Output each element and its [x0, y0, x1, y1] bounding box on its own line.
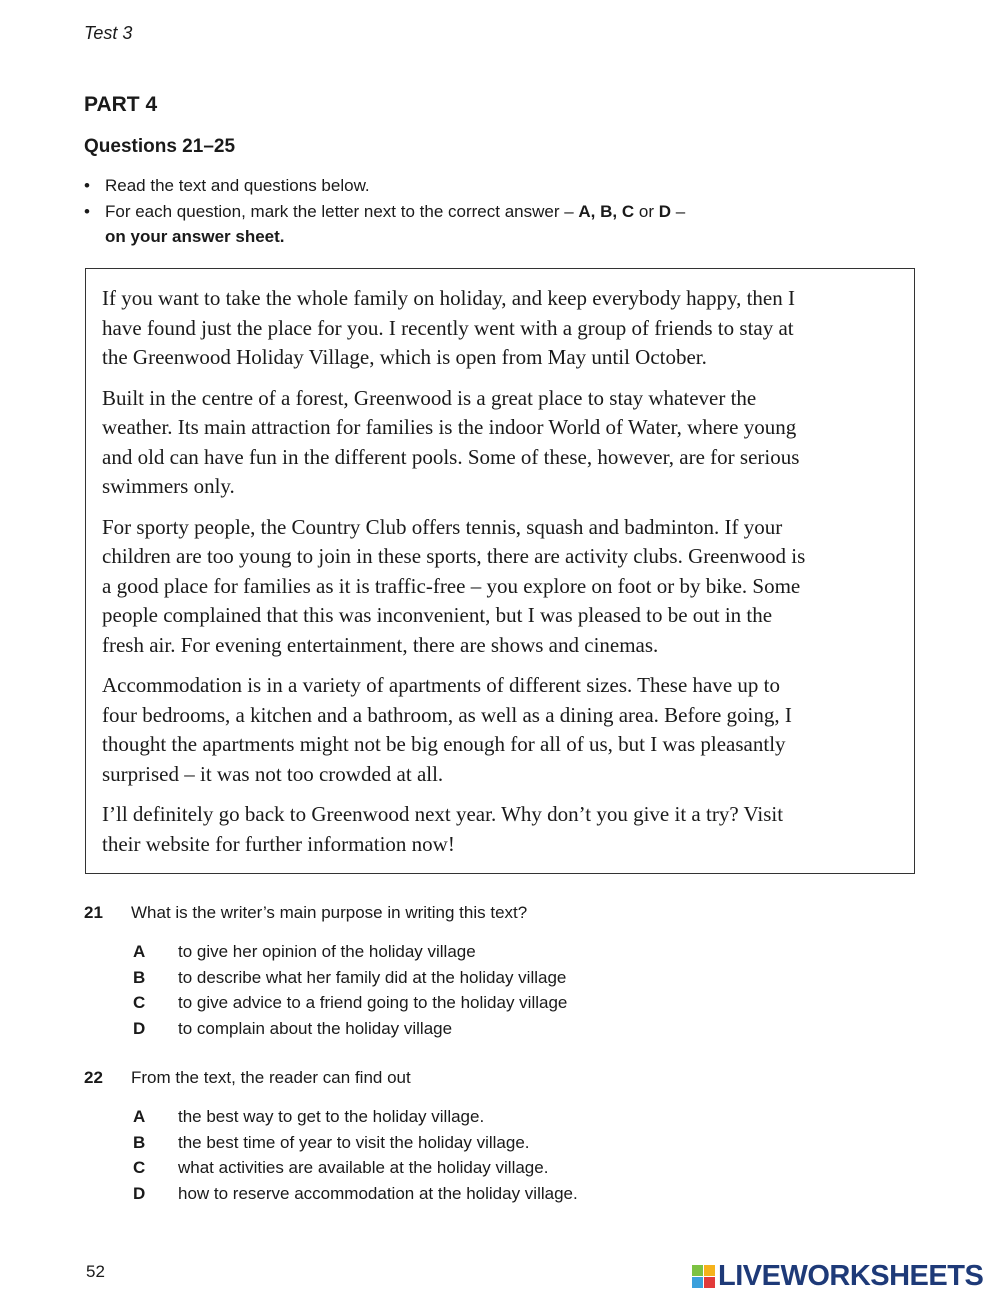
reading-passage	[102, 284, 805, 870]
option-letter: A	[133, 1107, 146, 1126]
liveworksheets-logo	[692, 1260, 983, 1293]
question-number: 22	[84, 1068, 103, 1087]
passage-paragraph	[102, 800, 805, 859]
passage-line: surprised – it was not too crowded at all.	[102, 761, 444, 786]
test-label: Test 3	[84, 23, 133, 43]
option-text: the best time of year to visit the holiday village.	[178, 1132, 530, 1152]
option-text: to describe what her family did at the holiday village	[178, 967, 567, 987]
passage-line: Built in the centre of a forest, Greenwood is a great place to stay whatever the	[102, 385, 757, 410]
passage-line: four bedrooms, a kitchen and a bathroom, as well as a dining area. Before going, I	[102, 702, 792, 727]
option-letter: C	[133, 993, 146, 1012]
passage-line: fresh air. For evening entertainment, there are shows and cinemas.	[102, 632, 659, 657]
passage-line: their website for further information now!	[102, 831, 455, 856]
option-text: what activities are available at the holiday village.	[178, 1158, 549, 1177]
option-letter: B	[133, 1132, 146, 1152]
option-letter: A	[133, 942, 146, 961]
question-text: From the text, the reader can find out	[131, 1068, 411, 1087]
option-letter: C	[133, 1158, 146, 1177]
passage-line: the Greenwood Holiday Village, which is open from May until October.	[102, 345, 707, 369]
option-text: the best way to get to the holiday village.	[178, 1107, 485, 1126]
passage-line: a good place for families as it is traffic-free – you explore on foot or by bike. Some	[102, 573, 801, 598]
passage-line: and old can have fun in the different pools. Some of these, however, are for serious	[102, 444, 800, 469]
bullet-icon: •	[84, 202, 90, 221]
passage-line: children are too young to join in these sports, there are activity clubs. Greenwood is	[102, 544, 806, 568]
page-number: 52	[86, 1262, 105, 1281]
option-letter: D	[133, 1183, 146, 1203]
instruction-text-line2: on your answer sheet.	[105, 227, 285, 246]
passage-paragraph	[102, 384, 805, 502]
passage-line: people complained that this was inconvenient, but I was pleased to be out in the	[102, 603, 773, 627]
bullet-icon: •	[84, 176, 90, 195]
option-letter: D	[133, 1018, 146, 1038]
option-text: to complain about the holiday village	[178, 1018, 453, 1038]
question-text: What is the writer’s main purpose in writing this text?	[131, 903, 528, 922]
passage-line: I’ll definitely go back to Greenwood next year. Why don’t you give it a try? Visit	[102, 802, 784, 826]
logo-text: LIVEWORKSHEETS	[718, 1260, 984, 1292]
logo-tiles-icon	[692, 1265, 715, 1288]
instruction-text: For each question, mark the letter next to the correct answer – A, B, C or D –	[105, 202, 686, 221]
option-letter: B	[133, 967, 146, 987]
passage-line: have found just the place for you. I recently went with a group of friends to stay at	[102, 315, 794, 340]
passage-line: If you want to take the whole family on holiday, and keep everybody happy, then I	[102, 286, 795, 310]
passage-line: swimmers only.	[102, 474, 235, 498]
question-number: 21	[84, 903, 103, 922]
reading-passage-box	[85, 268, 915, 874]
part-title: PART 4	[84, 93, 158, 116]
passage-paragraph	[102, 284, 805, 373]
option-text: how to reserve accommodation at the holiday village.	[178, 1183, 578, 1203]
passage-line: Accommodation is in a variety of apartments of different sizes. These have up to	[102, 673, 781, 697]
questions-range-heading: Questions 21–25	[84, 136, 236, 157]
passage-line: For sporty people, the Country Club offers tennis, squash and badminton. If your	[102, 514, 783, 539]
option-text: to give advice to a friend going to the holiday village	[178, 993, 568, 1012]
instruction-text: Read the text and questions below.	[105, 176, 370, 195]
passage-line: weather. Its main attraction for families is the indoor World of Water, where young	[102, 415, 797, 439]
passage-line: thought the apartments might not be big enough for all of us, but I was pleasantly	[102, 732, 786, 756]
option-text: to give her opinion of the holiday village	[178, 942, 476, 961]
passage-paragraph	[102, 671, 805, 789]
passage-paragraph	[102, 513, 805, 661]
